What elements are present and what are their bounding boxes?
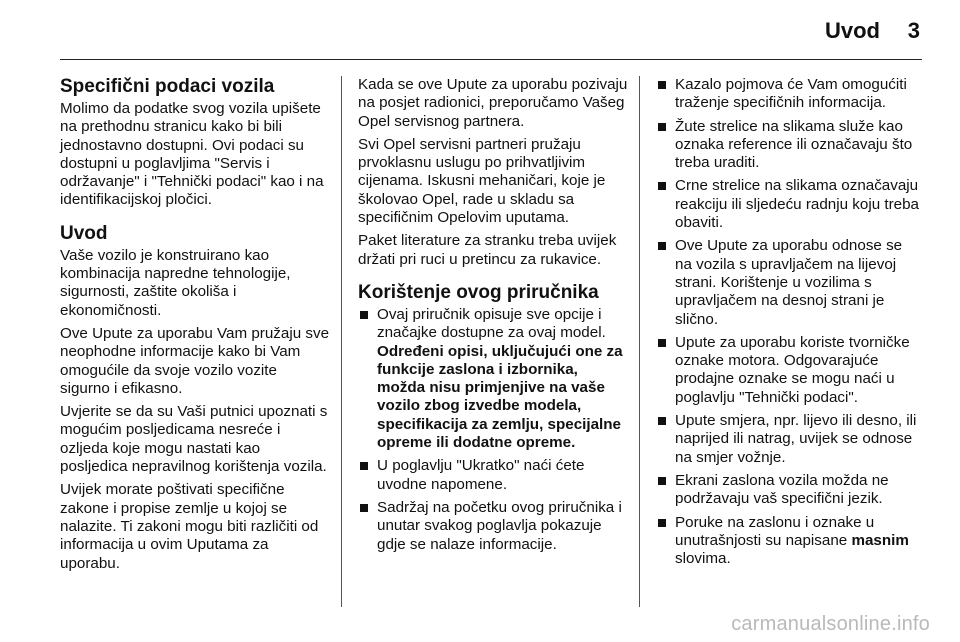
list-item-text: Ekrani zaslona vozila možda ne podržavaju vaš specifični jezik. <box>675 471 889 508</box>
list-item <box>358 457 628 494</box>
paragraph: Uvjerite se da su Vaši putnici upoznati s mogućim posljedicama nesreće i ozljeda koje mogu nastati kao posljedica nepravilnog korištenja vozila. <box>60 403 328 476</box>
paragraph: Ove Upute za uporabu Vam pružaju sve neophodne informacije kako bi Vam omogućile da svoje vozilo vozite sigurno i efikasno. <box>60 324 330 397</box>
list-item-bold-text: Određeni opisi, uključujući one za funkcije zaslona i izbornika, možda nisu primjenjive na vaše vozilo zbog izvedbe modela, specifikacija za zemlju, specijalne opreme ili dodatne opreme. <box>377 342 623 452</box>
column-2 <box>358 76 628 559</box>
list-item-text: Ove Upute za uporabu odnose se na vozila s upravljačem na lijevoj strani. Korištenje u vozilima s upravljačem na desnoj strani je slično. <box>675 237 903 328</box>
list-item-text: Upute smjera, npr. lijevo ili desno, ili naprijed ili natrag, uvijek se odnose na smjer vožnje. <box>675 412 917 466</box>
list-item-text: Kazalo pojmova će Vam omogućiti traženje specifičnih informacija. <box>675 76 907 112</box>
section-heading-intro: Uvod <box>60 222 108 244</box>
column-divider <box>341 76 342 607</box>
column-1 <box>60 76 330 578</box>
list-item <box>656 177 922 232</box>
page-title: Uvod <box>825 18 880 43</box>
watermark-text: carmanualsonline.info <box>731 613 930 635</box>
column-divider <box>639 76 640 607</box>
list-item-text: Žute strelice na slikama služe kao oznaka reference ili označavaju što treba uraditi. <box>675 117 913 172</box>
square-bullet-icon <box>658 417 666 425</box>
list-item-text: Ovaj priručnik opisuje sve opcije i značajke dostupne za ovaj model. <box>377 305 606 342</box>
page-header <box>0 0 960 60</box>
list-item <box>656 118 922 173</box>
paragraph: Vaše vozilo je konstruirano kao kombinacija napredne tehnologije, sigurnosti, zaštite okoliša i ekonomičnosti. <box>60 246 291 319</box>
square-bullet-icon <box>658 81 666 89</box>
square-bullet-icon <box>658 182 666 190</box>
list-item-text: slovima. <box>675 550 731 568</box>
bullet-list <box>656 76 922 568</box>
square-bullet-icon <box>658 242 666 250</box>
paragraph: Molimo da podatke svog vozila upišete na prethodnu stranicu kako bi bili jednostavno dostupni. Ovi podaci su dostupni u poglavljima "Servis i održavanje" i "Tehnički podaci" kao i na identifikacijskoj pločici. <box>60 100 324 209</box>
paragraph: Uvijek morate poštivati specifične zakone i propise zemlje u kojoj se nalazite. Ti zakoni mogu biti različiti od informacija u ovim Uputama za uporabu. <box>60 481 319 572</box>
square-bullet-icon <box>360 311 368 319</box>
list-item <box>656 412 922 467</box>
list-item <box>358 499 628 554</box>
column-3 <box>656 76 922 573</box>
list-item-text: U poglavlju "Ukratko" naći ćete uvodne napomene. <box>377 457 585 493</box>
bullet-list <box>358 306 628 554</box>
list-item-text: Crne strelice na slikama označavaju reakciju ili sljedeću radnju koju treba obaviti. <box>675 177 919 232</box>
list-item-bold-text: masnim <box>851 531 909 549</box>
square-bullet-icon <box>658 123 666 131</box>
paragraph: Svi Opel servisni partneri pružaju prvoklasnu uslugu po prihvatljivim cijenama. Iskusni mehaničari, koje je školovao Opel, rade u skladu sa specifičnim Opelovim uputama. <box>358 135 606 227</box>
square-bullet-icon <box>360 504 368 512</box>
square-bullet-icon <box>658 339 666 347</box>
paragraph: Paket literature za stranku treba uvijek držati pri ruci u pretincu za rukavice. <box>358 232 617 268</box>
section-heading-specific-data: Specifični podaci vozila <box>60 76 275 97</box>
header-rule <box>60 59 922 60</box>
list-item <box>656 514 922 569</box>
list-item-text: Upute za uporabu koriste tvorničke oznake motora. Odgovarajuće prodajne oznake se mogu naći u poglavlju "Tehnički podaci". <box>675 333 910 406</box>
list-item <box>656 472 922 509</box>
list-item-text: Poruke na zaslonu i oznake u unutrašnjosti su napisane <box>675 513 875 549</box>
list-item <box>656 334 922 407</box>
list-item <box>358 306 628 452</box>
page-number: 3 <box>907 18 920 43</box>
square-bullet-icon <box>658 519 666 527</box>
square-bullet-icon <box>360 462 368 470</box>
list-item <box>656 76 922 113</box>
list-item-text: Sadržaj na početku ovog priručnika i unutar svakog poglavlja pokazuje gdje se nalaze informacije. <box>377 498 622 553</box>
section-heading-using-manual: Korištenje ovog priručnika <box>358 281 599 303</box>
square-bullet-icon <box>658 477 666 485</box>
paragraph: Kada se ove Upute za uporabu pozivaju na posjet radionici, preporučamo Vašeg Opel servisnog partnera. <box>358 76 628 130</box>
list-item <box>656 237 922 328</box>
